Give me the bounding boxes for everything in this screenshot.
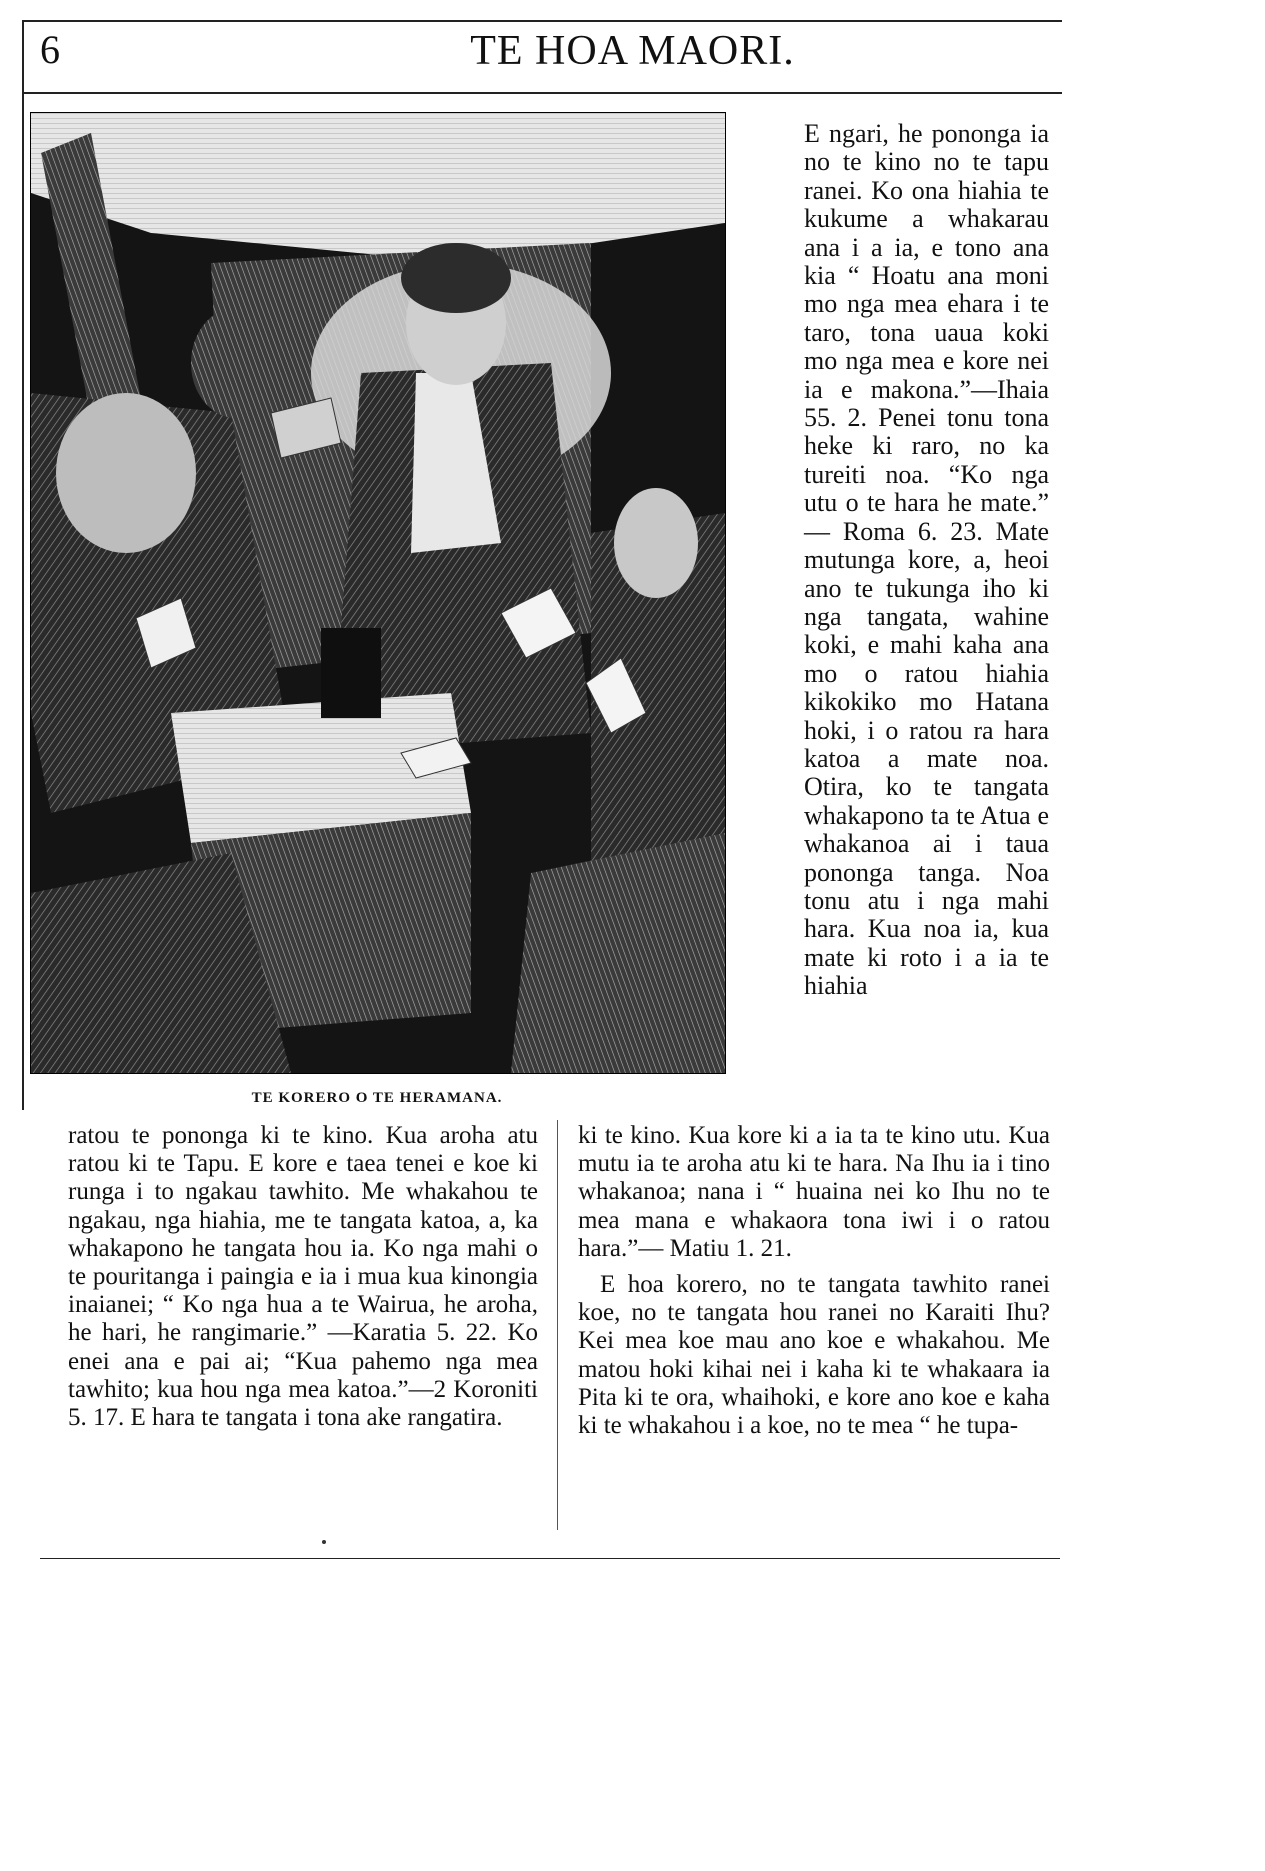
left-border — [22, 20, 24, 1110]
middle-column-paragraph-1: ki te kino. Kua kore ki a ia ta te kino utu. Kua mutu ia te aroha atu ki te hara. Na Ihu ia i tino whakanoa; nana i “ huaina nei ko Ihu no te mea mana e whakaora tona iwi i o ratou hara.”— Matiu 1. 21. — [578, 1122, 1050, 1262]
left-column-text — [68, 1122, 538, 1432]
footer-mark — [322, 1540, 326, 1544]
middle-column-paragraph-2: E hoa korero, no te tangata tawhito ranei koe, no te tangata hou ranei no Karaiti Ihu? Kei mea koe mau ano koe e whakahou. Me matou hoki kihai nei i kaha ki te whakaara ia Pita ki te ora, whaihoki, e kore ano koe e kaha ki te whakahou i a koe, no te mea “ he tupa- — [578, 1271, 1050, 1440]
engraving-illustration — [30, 112, 726, 1074]
right-column-text — [804, 120, 1049, 1001]
top-rule — [22, 20, 1062, 22]
header-rule — [22, 92, 1062, 94]
page-number: 6 — [40, 27, 60, 72]
card-players-engraving — [31, 113, 725, 1073]
bottom-rule — [40, 1558, 1060, 1559]
right-column-paragraph: E ngari, he pononga ia no te kino no te tapu ranei. Ko ona hiahia te kukume a whakarau ana i a ia, e tono ana kia “ Hoatu ana moni mo nga mea ehara i te taro, tona uaua koki mo nga mea e kore nei ia e makona.”—Ihaia 55. 2. Penei tonu tona heke ki raro, no ka tureiti noa. “Ko nga utu o te hara he mate.” — Roma 6. 23. Mate mutunga kore, a, heoi ano te tukunga iho ki nga tangata, wahine koki, e mahi kaha ana mo o ratou hiahia kikokiko mo Hatana hoki, i o ratou ra hara katoa a mate noa. Otira, ko te tangata whakapono ta te Atua e whakanoa ai i taua pononga tanga. Noa tonu atu i nga mahi hara. Kua noa ia, kua mate ki roto i a ia te hiahia — [804, 119, 1049, 1001]
page-title: TE HOA MAORI. — [470, 28, 795, 74]
illustration-caption: TE KORERO O TE HERAMANA. — [251, 1090, 503, 1106]
left-column-paragraph: ratou te pononga ki te kino. Kua aroha atu ratou ki te Tapu. E kore e taea tenei e koe ki runga i to ngakau tawhito. Me whakahou te ngakau, nga hiahia, me te tangata katoa, a, ka whakapono he tangata hou ia. Ko nga mahi o te pouritanga i paingia e ia i mua kua kinongia inaianei; “ Ko nga hua a te Wairua, he aroha, he hari, he rangimarie.” —Karatia 5. 22. Ko enei ana e pai ai; “Kua pahemo nga mea tawhito; kua hou nga mea katoa.”—2 Koroniti 5. 17. E hara te tangata i tona ake rangatira. — [68, 1122, 538, 1432]
middle-column-text — [578, 1122, 1050, 1440]
column-divider — [557, 1120, 558, 1530]
